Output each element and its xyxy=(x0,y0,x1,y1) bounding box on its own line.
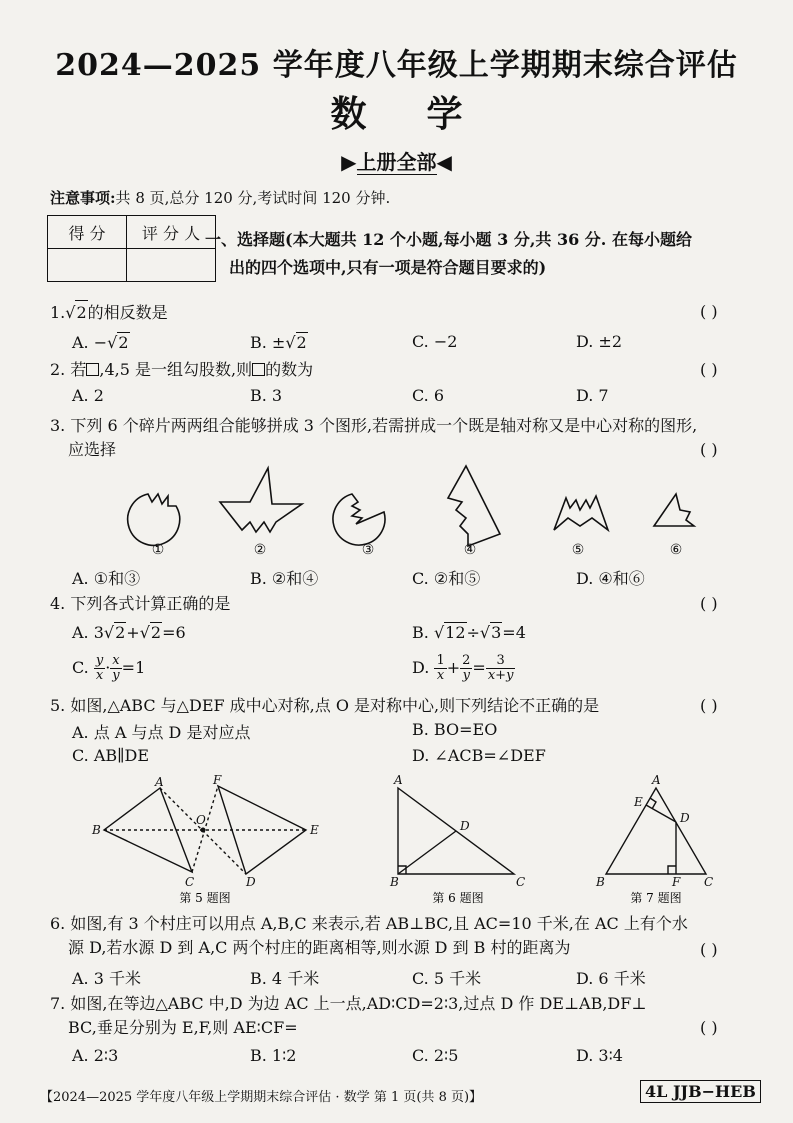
q6-option-a[interactable]: A. 3 千米 xyxy=(72,969,141,988)
page-footer: 【2024—2025 学年度八年级上学期期末综合评估 · 数学 第 1 页(共 8 页)】 xyxy=(40,1090,483,1105)
exam-title: 2024—2025 学年度八年级上学期期末综合评估 xyxy=(55,48,738,83)
q3-option-b[interactable]: B. ②和④ xyxy=(250,569,319,588)
q2-option-b[interactable]: B. 3 xyxy=(250,386,283,405)
fragment-6 xyxy=(654,494,694,526)
q7-option-b[interactable]: B. 1∶2 xyxy=(250,1046,297,1065)
question-2: 2. 若 ,4,5 是一组勾股数,则 的数为 xyxy=(50,360,314,379)
exam-code-badge: 4L JJB−HEB xyxy=(640,1080,761,1103)
fragment-label: ① xyxy=(151,542,165,558)
svg-text:C: C xyxy=(516,875,526,889)
q3-line2: 应选择 xyxy=(68,440,117,459)
fragment-2 xyxy=(220,468,302,532)
q3-option-c[interactable]: C. ②和⑤ xyxy=(412,569,481,588)
svg-text:E: E xyxy=(310,823,319,837)
q5-option-c[interactable]: C. AB∥DE xyxy=(72,746,150,765)
fragment-1 xyxy=(128,494,180,545)
answer-bracket[interactable]: ( ) xyxy=(700,1018,718,1037)
figure-5-caption: 第 5 题图 xyxy=(179,891,231,905)
q2-option-c[interactable]: C. 6 xyxy=(412,386,445,405)
q6-option-d[interactable]: D. 6 千米 xyxy=(576,969,646,988)
svg-text:A: A xyxy=(394,773,403,787)
q1-option-a[interactable]: A. −√2 xyxy=(72,333,129,352)
subject-title: 数学 xyxy=(330,93,523,135)
scope-text: 上册全部 xyxy=(356,150,437,174)
q5-option-b[interactable]: B. BO=EO xyxy=(412,720,498,739)
figure-7 xyxy=(606,788,706,874)
svg-text:D: D xyxy=(246,875,256,889)
question-6 xyxy=(50,912,760,960)
svg-text:O: O xyxy=(196,813,206,827)
q4-option-c[interactable]: C. $\frac{y}{x}$ · $\frac{x}{y}$ =1 xyxy=(72,653,146,683)
notice-text: 共 8 页,总分 120 分,考试时间 120 分钟. xyxy=(115,189,391,207)
q1-text: 的相反数是 xyxy=(87,303,168,322)
fragment-label: ⑥ xyxy=(669,542,683,558)
grader-header: 评 分 人 xyxy=(127,216,216,249)
svg-text:F: F xyxy=(213,773,222,787)
triangle-left-icon: ◀ xyxy=(436,150,452,174)
answer-bracket[interactable]: ( ) xyxy=(700,696,718,715)
answer-bracket[interactable]: ( ) xyxy=(700,302,718,321)
section-1-line1: 一、选择题(本大题共 12 个小题,每小题 3 分,共 36 分. 在每小题给 xyxy=(205,230,692,249)
q1-option-c[interactable]: C. −2 xyxy=(412,332,458,351)
svg-text:D: D xyxy=(460,819,470,833)
q4-option-a[interactable]: A. 3√2+√2=6 xyxy=(72,623,186,642)
fragment-4 xyxy=(448,466,500,546)
q7-option-c[interactable]: C. 2∶5 xyxy=(412,1046,459,1065)
geometry-figures xyxy=(0,770,793,910)
q4-option-b[interactable]: B. √12÷√3=4 xyxy=(412,623,526,642)
fragment-3 xyxy=(333,494,385,545)
q3-option-d[interactable]: D. ④和⑥ xyxy=(576,569,645,588)
fragment-label: ③ xyxy=(361,542,375,558)
q1-option-b[interactable]: B. ±√2 xyxy=(250,333,307,352)
svg-text:B: B xyxy=(92,823,101,837)
blank-box-icon xyxy=(252,363,265,376)
q2-option-a[interactable]: A. 2 xyxy=(72,386,104,405)
q6-line1: 6. 如图,有 3 个村庄可以用点 A,B,C 来表示,若 AB⊥BC,且 AC=10 千米,在 AC 上有个水 xyxy=(50,914,688,933)
grader-cell[interactable] xyxy=(127,249,216,282)
fragment-label: ② xyxy=(253,542,267,558)
svg-text:C: C xyxy=(704,875,714,889)
question-1: 1.√2的相反数是 xyxy=(50,300,168,325)
question-7 xyxy=(50,992,760,1040)
section-1-heading xyxy=(205,226,765,282)
q7-line2: BC,垂足分别为 E,F,则 AE∶CF= xyxy=(68,1018,298,1037)
q7-option-d[interactable]: D. 3∶4 xyxy=(576,1046,623,1065)
svg-text:B: B xyxy=(596,875,605,889)
svg-text:D: D xyxy=(680,811,690,825)
q7-line1: 7. 如图,在等边△ABC 中,D 为边 AC 上一点,AD∶CD=2∶3,过点 D 作 DE⊥AB,DF⊥ xyxy=(50,994,647,1013)
q6-option-b[interactable]: B. 4 千米 xyxy=(250,969,320,988)
q6-line2: 源 D,若水源 D 到 A,C 两个村庄的距离相等,则水源 D 到 B 村的距离为 xyxy=(68,938,571,957)
answer-bracket[interactable]: ( ) xyxy=(700,360,718,379)
q5-option-a[interactable]: A. 点 A 与点 D 是对应点 xyxy=(72,723,251,742)
q4-option-d[interactable]: D. $\frac{1}{x}$ + $\frac{2}{y}$ = $\frac{3}{x+y}$ xyxy=(412,653,514,683)
answer-bracket[interactable]: ( ) xyxy=(700,940,718,959)
question-3 xyxy=(50,414,760,462)
svg-text:A: A xyxy=(652,773,661,787)
answer-bracket[interactable]: ( ) xyxy=(700,440,718,459)
question-5: 5. 如图,△ABC 与△DEF 成中心对称,点 O 是对称中心,则下列结论不正确的是 xyxy=(50,696,600,715)
scope-label xyxy=(0,146,793,175)
question-4: 4. 下列各式计算正确的是 xyxy=(50,594,231,613)
fragment-label: ⑤ xyxy=(571,542,585,558)
fragment-label: ④ xyxy=(463,542,477,558)
svg-text:E: E xyxy=(634,795,643,809)
q1-number: 1. xyxy=(50,303,66,322)
q7-option-a[interactable]: A. 2∶3 xyxy=(72,1046,119,1065)
q3-option-a[interactable]: A. ①和③ xyxy=(72,569,141,588)
q3-fragments-figure xyxy=(0,460,793,560)
score-cell[interactable] xyxy=(48,249,127,282)
q6-option-c[interactable]: C. 5 千米 xyxy=(412,969,482,988)
figure-6-caption: 第 6 题图 xyxy=(432,891,484,905)
figure-6 xyxy=(398,788,514,874)
fragment-5 xyxy=(554,496,608,530)
notice xyxy=(50,187,390,208)
score-table xyxy=(47,215,216,282)
figure-7-caption: 第 7 题图 xyxy=(630,891,682,905)
q1-option-d[interactable]: D. ±2 xyxy=(576,332,623,351)
blank-box-icon xyxy=(86,363,99,376)
svg-text:F: F xyxy=(672,875,681,889)
svg-text:C: C xyxy=(185,875,195,889)
score-header: 得 分 xyxy=(48,216,127,249)
answer-bracket[interactable]: ( ) xyxy=(700,594,718,613)
q2-option-d[interactable]: D. 7 xyxy=(576,386,609,405)
triangle-right-icon: ▶ xyxy=(341,150,357,174)
q3-line1: 3. 下列 6 个碎片两两组合能够拼成 3 个图形,若需拼成一个既是轴对称又是中心对称的图形, xyxy=(50,416,698,435)
notice-label: 注意事项: xyxy=(50,189,116,207)
svg-text:B: B xyxy=(390,875,399,889)
section-1-line2: 出的四个选项中,只有一项是符合题目要求的) xyxy=(229,258,547,277)
q5-option-d[interactable]: D. ∠ACB=∠DEF xyxy=(412,746,546,765)
svg-text:A: A xyxy=(155,775,164,789)
